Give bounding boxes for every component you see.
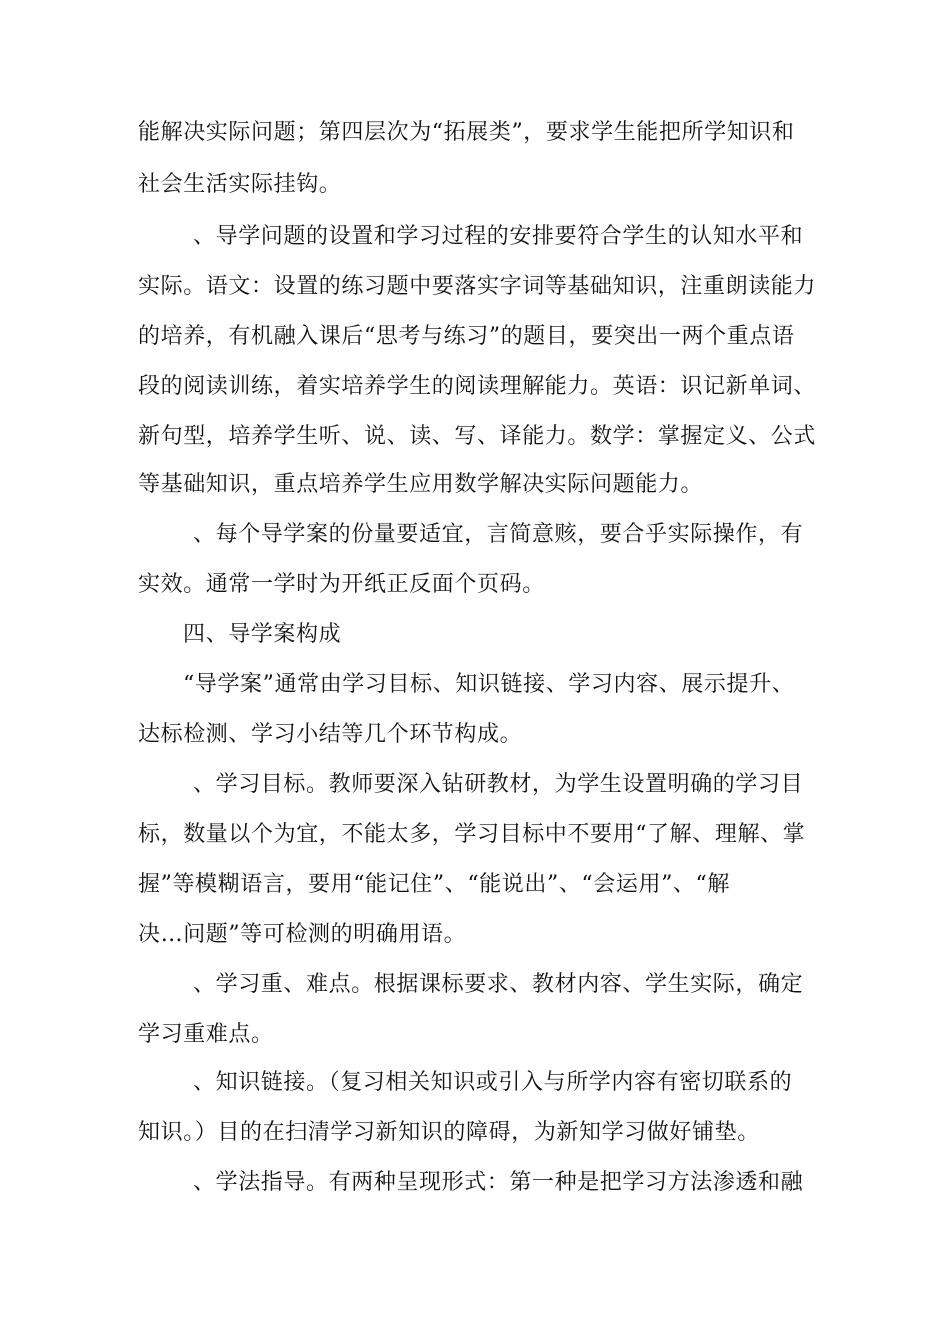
text-line: 握”等模糊语言，要用“能记住”、“能说出”、“会运用”、“解 xyxy=(138,872,730,897)
text-line: 、导学问题的设置和学习过程的安排要符合学生的认知水平和 xyxy=(193,224,804,249)
text-line: 学习重难点。 xyxy=(138,1022,274,1047)
text-line: 的培养，有机融入课后“思考与练习”的题目，要突出一两个重点语 xyxy=(138,324,795,349)
text-line: 决…问题”等可检测的明确用语。 xyxy=(138,922,467,947)
text-line: 、知识链接。（复习相关知识或引入与所学内容有密切联系的 xyxy=(193,1070,793,1095)
text-line: 实效。通常一学时为开纸正反面个页码。 xyxy=(138,572,545,597)
text-line: 达标检测、学习小结等几个环节构成。 xyxy=(138,722,523,747)
text-line: 能解决实际问题；第四层次为“拓展类”，要求学生能把所学知识和 xyxy=(138,120,795,145)
text-line: 、学习目标。教师要深入钻研教材，为学生设置明确的学习目 xyxy=(193,772,804,797)
section-heading: 四、导学案构成 xyxy=(183,622,342,647)
text-line: 社会生活实际挂钩。 xyxy=(138,172,342,197)
text-line: “导学案”通常由学习目标、知识链接、学习内容、展示提升、 xyxy=(183,672,795,697)
text-line: 等基础知识，重点培养学生应用数学解决实际问题能力。 xyxy=(138,472,704,497)
text-line: 、学法指导。有两种呈现形式：第一种是把学习方法渗透和融 xyxy=(193,1170,804,1195)
text-line: 、每个导学案的份量要适宜，言简意赅，要合乎实际操作，有 xyxy=(193,522,804,547)
text-line: 段的阅读训练，着实培养学生的阅读理解能力。英语：识记新单词、 xyxy=(138,374,817,399)
text-line: 知识。）目的在扫清学习新知识的障碍，为新知学习做好铺垫。 xyxy=(138,1120,760,1145)
text-line: 实际。语文：设置的练习题中要落实字词等基础知识，注重朗读能力 xyxy=(138,274,817,299)
text-line: 新句型，培养学生听、说、读、写、译能力。数学：掌握定义、公式 xyxy=(138,424,817,449)
text-line: 标，数量以个为宜，不能太多，学习目标中不要用“了解、理解、掌 xyxy=(138,822,806,847)
text-line: 、学习重、难点。根据课标要求、教材内容、学生实际，确定 xyxy=(193,972,804,997)
